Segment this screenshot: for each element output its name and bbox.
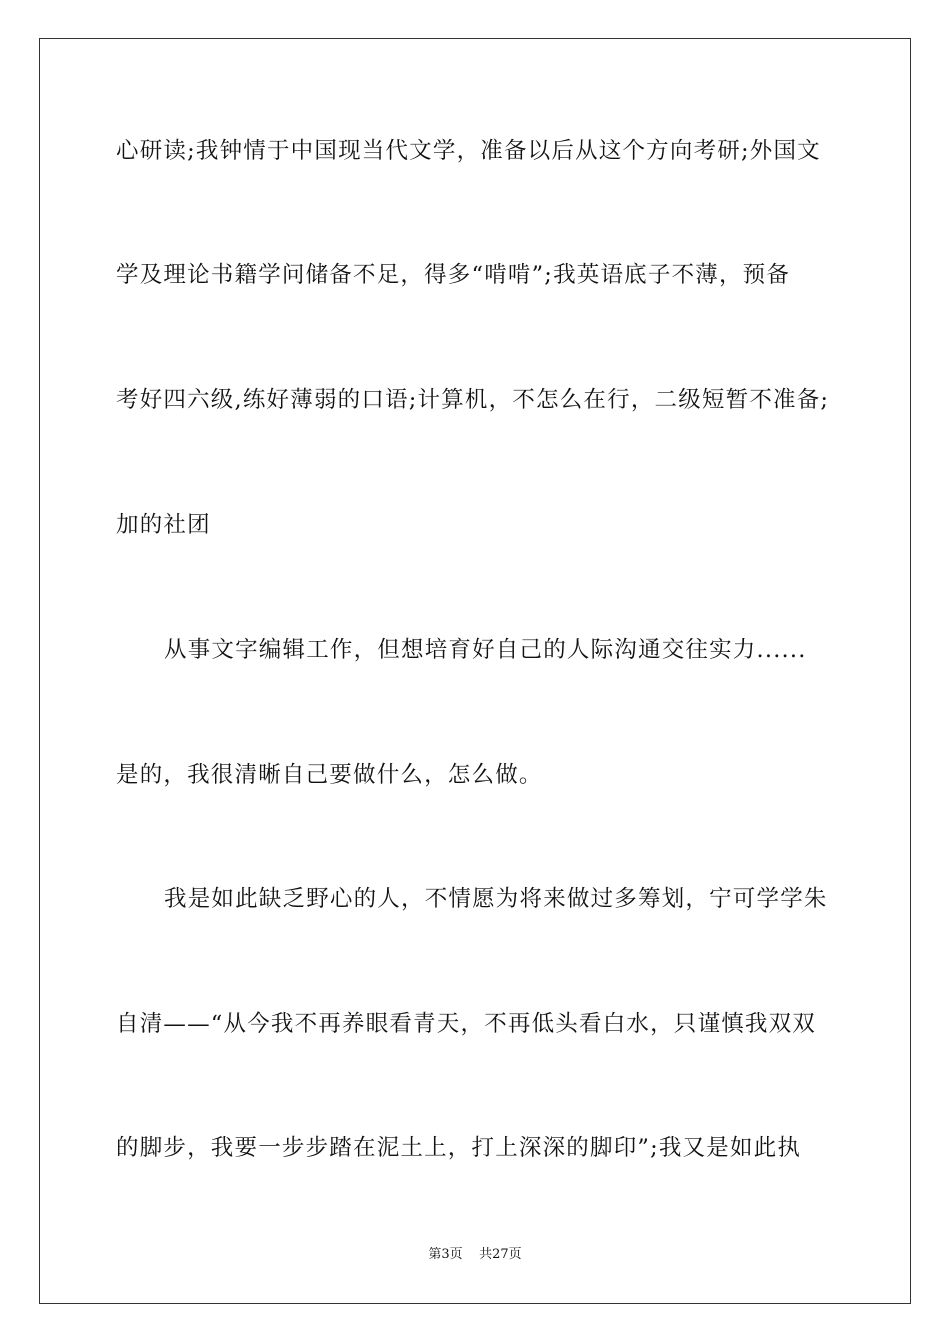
- text-line: 学及理论书籍学问储备不足，得多“啃啃”;我英语底子不薄，预备: [116, 262, 791, 288]
- page-number-footer: 第3页 共27页: [428, 1247, 522, 1262]
- text-line: 的脚步，我要一步步踏在泥土上，打上深深的脚印”;我又是如此执: [116, 1135, 802, 1161]
- text-line: 加的社团: [116, 512, 211, 538]
- text-line: 是的，我很清晰自己要做什么，怎么做。: [116, 762, 543, 788]
- text-line: 心研读;我钟情于中国现当代文学，准备以后从这个方向考研;外国文: [116, 138, 821, 164]
- page-border: [39, 38, 911, 1304]
- paragraph-start-line: 我是如此缺乏野心的人，不情愿为将来做过多筹划，宁可学学朱: [164, 886, 828, 912]
- text-line: 考好四六级,练好薄弱的口语;计算机，不怎么在行，二级短暂不准备;: [116, 387, 830, 413]
- text-line: 自清——“从今我不再养眼看青天，不再低头看白水，只谨慎我双双: [116, 1011, 817, 1037]
- paragraph-start-line: 从事文字编辑工作，但想培育好自己的人际沟通交往实力......: [164, 637, 807, 663]
